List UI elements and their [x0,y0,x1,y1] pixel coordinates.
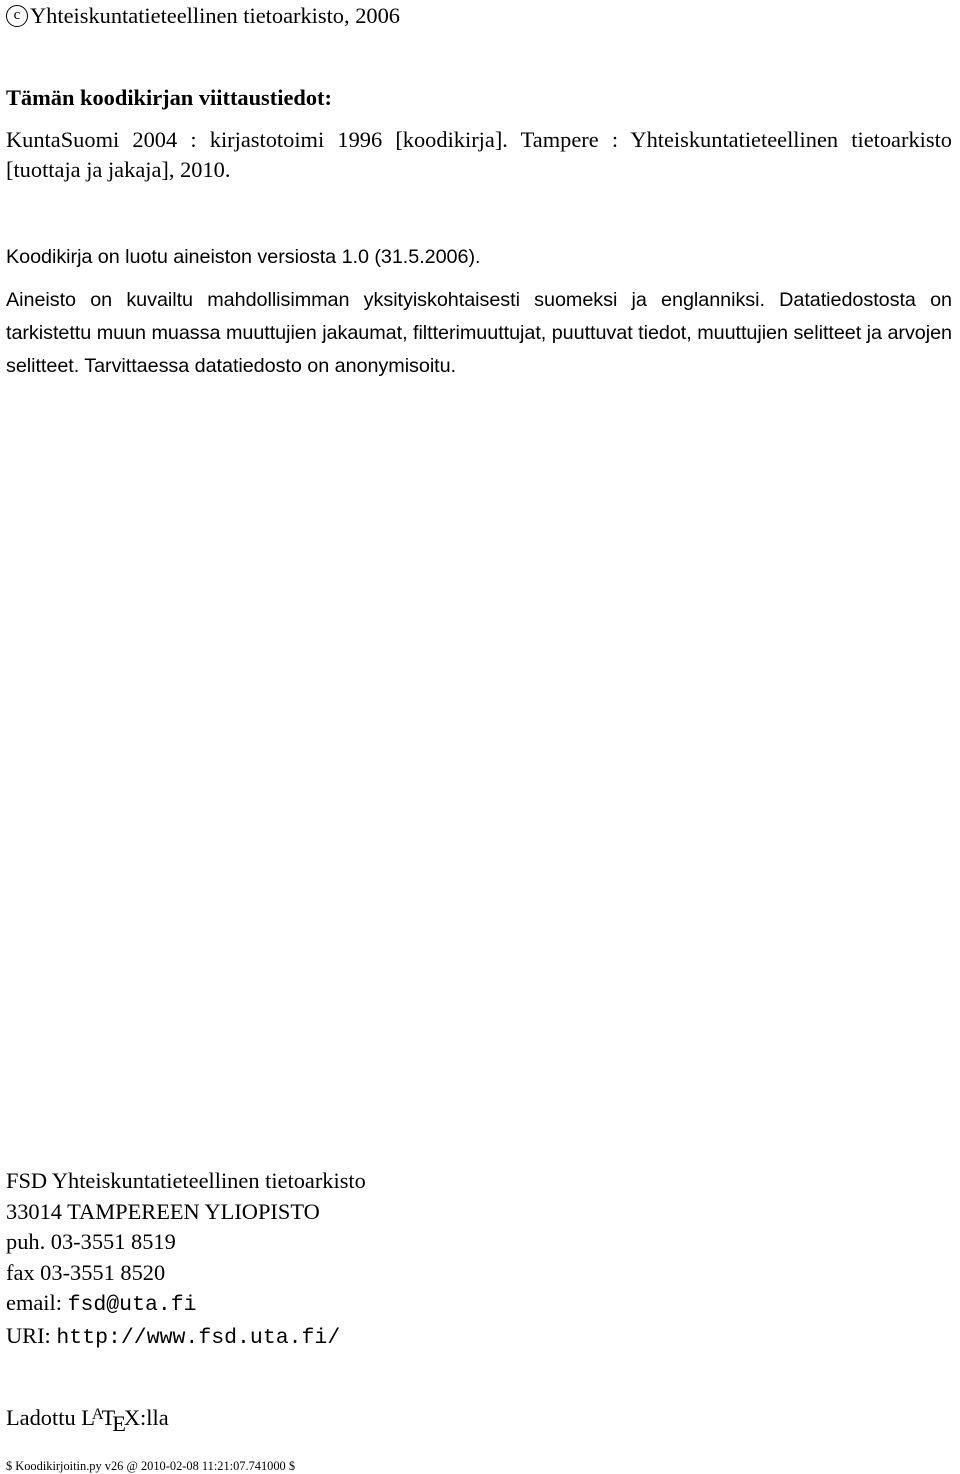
address-fax: fax 03-3551 8520 [6,1259,166,1285]
email-link[interactable]: fsd@uta.fi [67,1293,197,1318]
latex-logo-e: E [112,1411,126,1436]
address-email-line [6,1288,952,1321]
latex-logo-x: X [123,1405,141,1430]
latex-logo-t: T [101,1405,116,1430]
address-uri-line [6,1321,952,1354]
latex-logo [81,1403,140,1436]
typeset-note [6,1403,952,1436]
version-note: Koodikirja on luotu aineiston versiosta 1.0 (31.5.2006). [6,246,481,268]
email-label: email: [6,1290,68,1316]
contact-address [6,1166,952,1354]
uri-label: URI: [6,1322,57,1348]
typeset-suffix: :lla [140,1405,169,1430]
latex-logo-l: L [81,1405,95,1430]
copyright-icon: c [6,5,28,27]
citation-body: KuntaSuomi 2004 : kirjastotoimi 1996 [koodikirja]. Tampere : Yhteiskuntatieteellinen tietoarkisto [tuottaja ja jakaja], 2010. [6,127,952,182]
address-phone: puh. 03-3551 8519 [6,1229,176,1255]
latex-logo-a: A [91,1406,104,1423]
copyright-line [6,1,952,31]
generator-footer: $ Koodikirjoitin.py v26 @ 2010-02-08 11:21:07.741000 $ [6,1459,296,1473]
citation-heading: Tämän koodikirjan viittaustiedot: [6,85,332,110]
typeset-prefix: Ladottu [6,1405,82,1430]
address-postal: 33014 TAMPEREEN YLIOPISTO [6,1198,320,1224]
uri-link[interactable]: http://www.fsd.uta.fi/ [56,1325,341,1350]
dataset-description: Aineisto on kuvailtu mahdollisimman yksityiskohtaisesti suomeksi ja englanniksi. Datatiedostosta on tarkistettu muun muassa muuttujien jakaumat, filtterimuuttujat, puuttuvat tiedot, muuttujien selitteet ja arvojen selitteet. Tarvittaessa datatiedosto on anonymisoitu. [6,289,952,377]
address-org: FSD Yhteiskuntatieteellinen tietoarkisto [6,1168,366,1193]
copyright-text: Yhteiskuntatieteellinen tietoarkisto, 2006 [30,3,400,28]
